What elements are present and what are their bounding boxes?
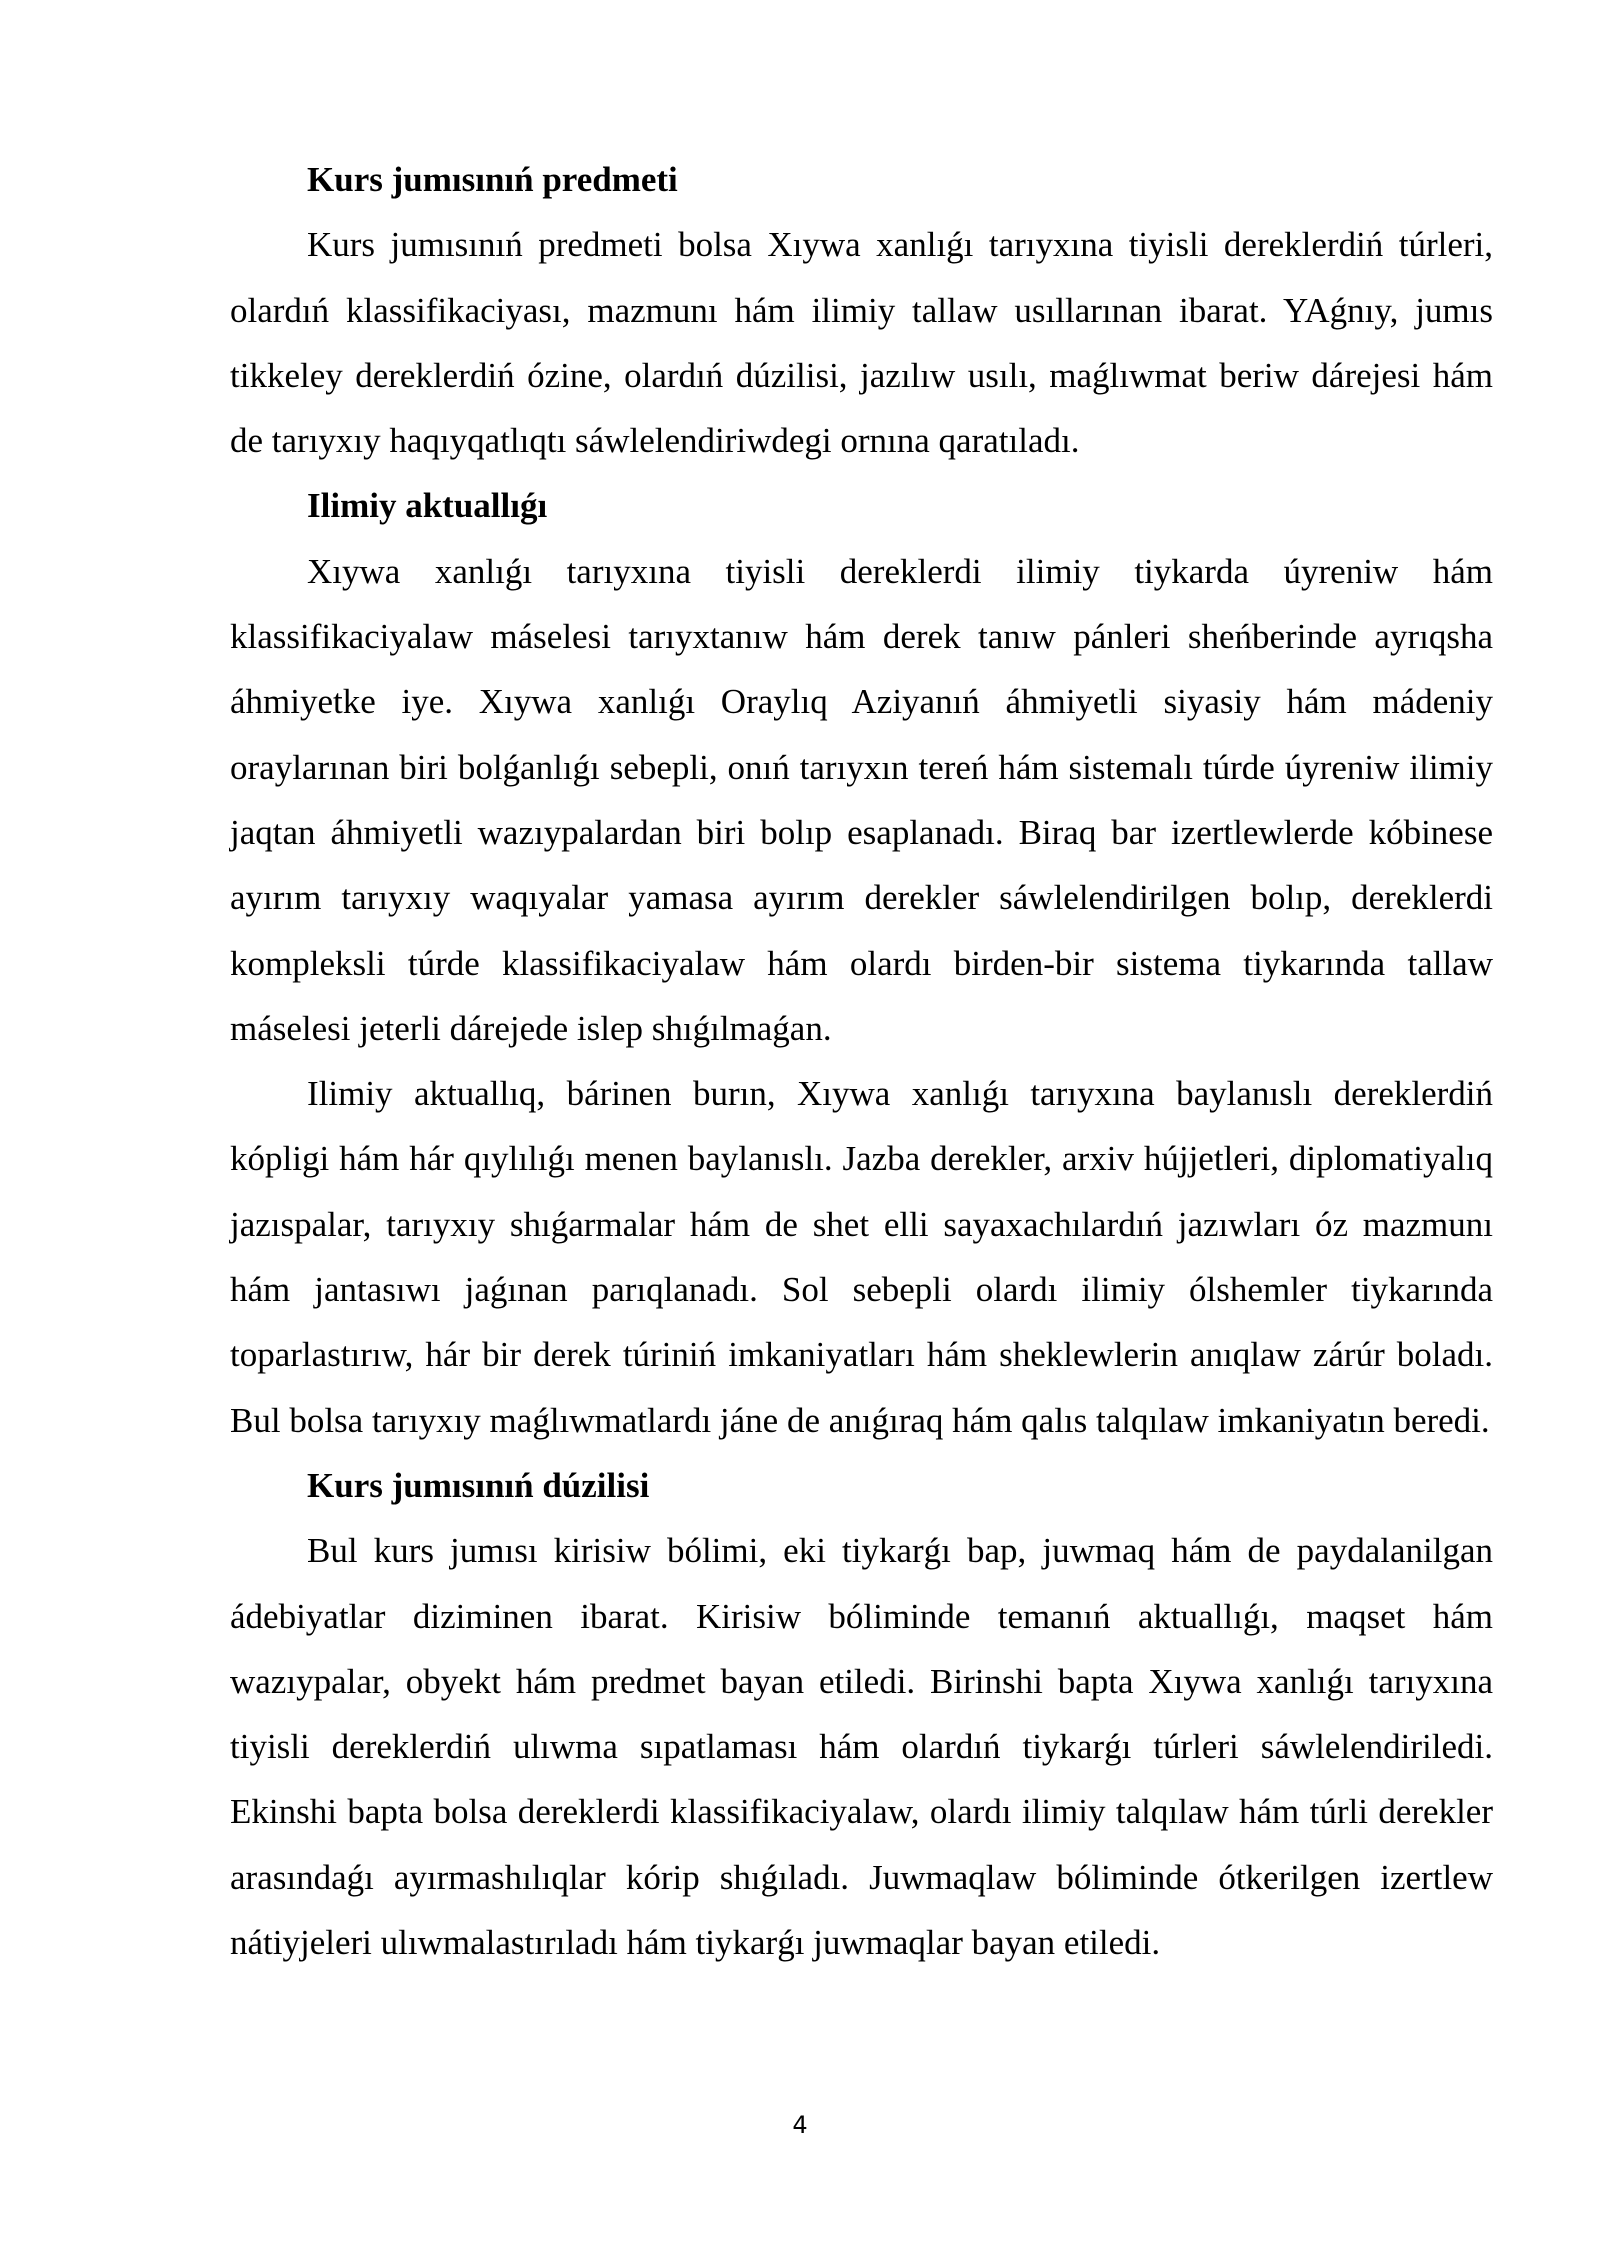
paragraph-relevance-1: Xıywa xanlıǵı tarıyxına tiyisli dereklerdi ilimiy tiykarda úyreniw hám klassifikaciyalaw máselesi tarıyxtanıw hám derek tanıw pánleri sheńberinde ayrıqsha áhmiyetke iye. Xıywa xanlıǵı Oraylıq Aziyanıń áhmiyetli siyasiy hám mádeniy oraylarınan biri bolǵanlıǵı sebepli, onıń tarıyxın tereń hám sistemalı túrde úyreniw ilimiy jaqtan áhmiyetli wazıypalardan biri bolıp esaplanadı. Biraq bar izertlewlerde kóbinese ayırım tarıyxıy waqıyalar yamasa ayırım derekler sáwlelendirilgen bolıp, dereklerdi kompleksli túrde klassifikaciyalaw hám olardı birden-bir sistema tiykarında tallaw máselesi jeterli dárejede islep shıǵılmaǵan.	[230, 551, 1493, 1048]
section-heading-relevance: Ilimiy aktuallıǵı	[307, 486, 548, 526]
paragraph-subject: Kurs jumısınıń predmeti bolsa Xıywa xanlıǵı tarıyxına tiyisli dereklerdiń túrleri, olardıń klassifikaciyası, mazmunı hám ilimiy tallaw usıllarınan ibarat. YAǵnıy, jumıs tikkeley dereklerdiń ózine, olardıń dúzilisi, jazılıw usılı, maǵlıwmat beriw dárejesi hám de tarıyxıy haqıyqatlıqtı sáwlelendiriwdegi ornına qaratıladı.	[230, 225, 1493, 461]
section-heading-subject: Kurs jumısınıń predmeti	[307, 160, 678, 199]
section-heading-structure: Kurs jumısınıń dúzilisi	[307, 1465, 650, 1505]
paragraph-relevance-2: Ilimiy aktuallıq, bárinen burın, Xıywa xanlıǵı tarıyxına baylanıslı dereklerdiń kópligi hám hár qıylılıǵı menen baylanıslı. Jazba derekler, arxiv hújjetleri, diplomatiyalıq jazıspalar, tarıyxıy shıǵarmalar hám de shet elli sayaxachılardıń jazıwları óz mazmunı hám jantasıwı jaǵınan parıqlanadı. Sol sebepli olardı ilimiy ólshemler tiykarında toparlastırıw, hár bir derek túriniń imkaniyatları hám sheklewlerin anıqlaw zárúr boladı. Bul bolsa tarıyxıy maǵlıwmatlardı jáne de anıǵıraq hám qalıs talqılaw imkaniyatın beredi.	[230, 1074, 1493, 1440]
document-page	[230, 147, 1493, 1975]
paragraph-structure: Bul kurs jumısı kirisiw bólimi, eki tiykarǵı bap, juwmaq hám de paydalanilgan ádebiyatlar diziminen ibarat. Kirisiw bóliminde temanıń aktuallıǵı, maqset hám wazıypalar, obyekt hám predmet bayan etiledi. Birinshi bapta Xıywa xanlıǵı tarıyxına tiyisli dereklerdiń ulıwma sıpatlaması hám olardıń tiykarǵı túrleri sáwlelendiriledi. Ekinshi bapta bolsa dereklerdi klassifikaciyalaw, olardı ilimiy talqılaw hám túrli derekler arasındaǵı ayırmashılıqlar kórip shıǵıladı. Juwmaqlaw bóliminde ótkerilgen izertlew nátiyjeleri ulıwmalastırıladı hám tiykarǵı juwmaqlar bayan etiledi.	[230, 1531, 1493, 1963]
page-number: 4	[792, 2111, 808, 2139]
